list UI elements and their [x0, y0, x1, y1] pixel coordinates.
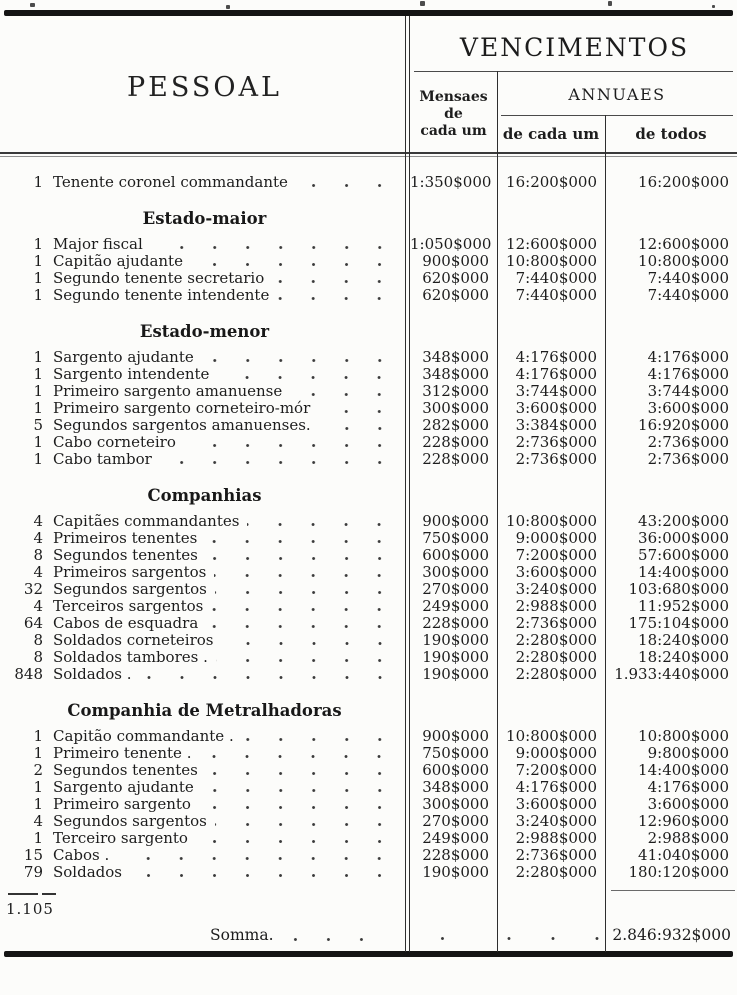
row-label-cell [46, 745, 410, 762]
dot-leader [211, 598, 396, 612]
row-label-cell [46, 864, 410, 881]
somma-grand-total: 2.846:932$000 [612, 926, 732, 944]
row-quantity: 15 [23, 846, 43, 864]
row-monthly-each: 620$000 [422, 269, 489, 287]
row-annual-all: 103:680$000 [628, 580, 729, 598]
table-row [0, 779, 737, 796]
row-label-cell [46, 513, 410, 530]
row-monthly-each: 900$000 [422, 727, 489, 745]
table-row [0, 530, 737, 547]
row-quantity: 4 [33, 812, 43, 830]
row-quantity: 4 [33, 512, 43, 530]
table-row [0, 451, 737, 468]
table-row [0, 615, 737, 632]
dot-leader [319, 417, 396, 431]
row-annual-each: 2:280$000 [515, 648, 597, 666]
row-monthly-each: 600$000 [422, 761, 489, 779]
table-row [0, 253, 737, 270]
mensaes-line-3: cada um [420, 123, 487, 139]
row-annual-all: 9:800$000 [647, 744, 729, 762]
row-monthly-each: 270$000 [422, 812, 489, 830]
row-quantity: 4 [33, 529, 43, 547]
ink-speck [30, 3, 35, 7]
row-monthly-each: 249$000 [422, 597, 489, 615]
dot-leader [184, 434, 396, 448]
row-label: Segundos tenentes [53, 761, 198, 779]
table-row [0, 632, 737, 649]
row-label-cell [46, 383, 410, 400]
row-label: Sargento intendente [53, 365, 210, 383]
row-monthly-each: 190$000 [422, 863, 489, 881]
row-monthly-each: 300$000 [422, 795, 489, 813]
row-monthly-each: 190$000 [422, 665, 489, 683]
row-label: Soldados corneteiros [53, 631, 214, 649]
row-annual-all: 3:600$000 [647, 399, 729, 417]
row-label: Primeiro sargento amanuense [53, 382, 283, 400]
row-label: Terceiros sargentos [53, 597, 204, 615]
vencimentos-column-title: VENCIMENTOS [459, 33, 690, 62]
row-annual-all: 175:104$000 [628, 614, 729, 632]
row-monthly-each: 1:050$000 [410, 235, 492, 253]
top-border-rule [4, 10, 733, 16]
row-monthly-each: 228$000 [422, 450, 489, 468]
dot-leader [117, 847, 396, 861]
table-row [0, 400, 737, 417]
dot-leader [272, 270, 396, 284]
table-row [0, 383, 737, 400]
row-annual-each: 2:280$000 [515, 631, 597, 649]
row-annual-each: 2:988$000 [515, 829, 597, 847]
row-label-cell [46, 417, 410, 434]
dot-leader [130, 864, 396, 878]
row-annual-all: 36:000$000 [638, 529, 729, 547]
table-row [0, 287, 737, 304]
dot-leader [199, 796, 396, 810]
row-label-cell [46, 615, 410, 632]
dot-leader [242, 728, 396, 742]
row-quantity: 1 [33, 269, 43, 287]
table-row [0, 174, 737, 191]
pessoal-column-title: PESSOAL [127, 72, 282, 103]
row-monthly-each: 228$000 [422, 614, 489, 632]
row-label: Soldados . [53, 665, 132, 683]
row-quantity: 1 [33, 252, 43, 270]
dot-leader [140, 666, 396, 680]
row-annual-each: 2:736$000 [515, 450, 597, 468]
count-total-rule [8, 893, 38, 895]
ink-speck [226, 5, 230, 9]
row-quantity: 1 [33, 399, 43, 417]
dot-leader [277, 287, 396, 301]
dot-leader [296, 174, 396, 188]
row-annual-each: 10:800$000 [506, 512, 597, 530]
table-row [0, 728, 737, 745]
table-row [0, 813, 737, 830]
dot-leader [202, 349, 396, 363]
table-row [0, 434, 737, 451]
vencimentos-underline [414, 71, 733, 72]
row-label-cell [46, 796, 410, 813]
section-header: Companhia de Metralhadoras [67, 701, 342, 720]
row-quantity: 1 [33, 450, 43, 468]
table-row [0, 762, 737, 779]
count-total-rule [42, 893, 56, 895]
row-label: Segundos sargentos amanuenses. [53, 416, 311, 434]
row-annual-each: 7:200$000 [515, 546, 597, 564]
row-label-cell [46, 270, 410, 287]
row-label: Soldados tambores . [53, 648, 208, 666]
dot-leader [290, 383, 396, 397]
table-row [0, 270, 737, 287]
row-annual-each: 9:000$000 [515, 529, 597, 547]
row-annual-all: 18:240$000 [638, 631, 729, 649]
ink-speck [608, 1, 612, 6]
dot-leader [247, 513, 396, 527]
table-row [0, 236, 737, 253]
row-annual-all: 14:400$000 [638, 563, 729, 581]
row-label: Cabos de esquadra [53, 614, 199, 632]
dot-leader [199, 745, 396, 759]
row-annual-each: 2:988$000 [515, 597, 597, 615]
row-label: Segundos sargentos [53, 812, 207, 830]
row-quantity: 1 [33, 286, 43, 304]
row-quantity: 8 [33, 648, 43, 666]
row-annual-each: 12:600$000 [506, 235, 597, 253]
row-annual-each: 2:280$000 [515, 863, 597, 881]
section-header: Companhias [147, 486, 262, 505]
row-annual-each: 7:200$000 [515, 761, 597, 779]
row-monthly-each: 300$000 [422, 399, 489, 417]
row-annual-all: 14:400$000 [638, 761, 729, 779]
row-label: Sargento ajudante [53, 778, 194, 796]
dot-leader [206, 615, 396, 629]
table-row [0, 513, 737, 530]
row-annual-each: 7:440$000 [515, 286, 597, 304]
annuaes-underline [501, 115, 733, 116]
ink-speck [712, 5, 715, 8]
row-quantity: 2 [33, 761, 43, 779]
table-row [0, 847, 737, 864]
row-monthly-each: 900$000 [422, 512, 489, 530]
row-annual-all: 12:960$000 [638, 812, 729, 830]
row-quantity: 4 [33, 597, 43, 615]
row-label: Segundos tenentes [53, 546, 198, 564]
row-annual-all: 4:176$000 [647, 348, 729, 366]
row-label-cell [46, 451, 410, 468]
row-annual-all: 43:200$000 [638, 512, 729, 530]
row-label-cell [46, 581, 410, 598]
dot-leader [217, 366, 396, 380]
row-label-cell [46, 366, 410, 383]
row-label: Cabos . [53, 846, 110, 864]
row-annual-each: 10:800$000 [506, 252, 597, 270]
row-annual-each: 16:200$000 [506, 173, 597, 191]
header-divider-rule-shadow [0, 156, 737, 157]
row-label-cell [46, 779, 410, 796]
row-label-cell [46, 530, 410, 547]
row-monthly-each: 249$000 [422, 829, 489, 847]
dot-leader [215, 581, 396, 595]
row-label-cell [46, 649, 410, 666]
row-annual-each: 2:736$000 [515, 433, 597, 451]
row-label-cell [46, 253, 410, 270]
row-label: Primeiro tenente . [53, 744, 192, 762]
row-annual-each: 4:176$000 [515, 778, 597, 796]
dot-leader [202, 779, 396, 793]
row-annual-each: 3:600$000 [515, 795, 597, 813]
mensaes-line-2: de [444, 106, 463, 122]
dot-leader [216, 649, 396, 663]
row-quantity: 1 [33, 382, 43, 400]
row-label-cell [46, 728, 410, 745]
row-label-cell [46, 632, 410, 649]
row-annual-all: 7:440$000 [647, 286, 729, 304]
section-header: Estado-maior [142, 209, 267, 228]
row-annual-each: 3:240$000 [515, 580, 597, 598]
row-annual-all: 180:120$000 [628, 863, 729, 881]
row-monthly-each: 348$000 [422, 365, 489, 383]
dot-leader [282, 926, 378, 942]
row-quantity: 1 [33, 365, 43, 383]
row-quantity: 64 [23, 614, 43, 632]
row-annual-all: 16:920$000 [638, 416, 729, 434]
dot-leader [318, 400, 396, 414]
annuaes-group-header: ANNUAES [568, 85, 666, 104]
row-annual-each: 3:600$000 [515, 563, 597, 581]
row-quantity: 8 [33, 631, 43, 649]
row-label: Tenente coronel commandante [53, 173, 288, 191]
row-label: Primeiro sargento [53, 795, 191, 813]
row-label-cell [46, 564, 410, 581]
row-monthly-each: 270$000 [422, 580, 489, 598]
somma-dots-annual-each [504, 926, 602, 941]
table-row [0, 417, 737, 434]
row-monthly-each: 190$000 [422, 631, 489, 649]
row-label: Capitão ajudante [53, 252, 183, 270]
dot-leader [196, 830, 396, 844]
somma-label-cell [0, 926, 391, 945]
row-label: Segundos sargentos [53, 580, 207, 598]
row-label-cell [46, 174, 410, 191]
row-quantity: 1 [33, 173, 43, 191]
row-label-cell [46, 400, 410, 417]
row-annual-all: 10:800$000 [638, 252, 729, 270]
somma-row [0, 926, 737, 945]
row-label-cell [46, 666, 410, 683]
row-annual-all: 18:240$000 [638, 648, 729, 666]
row-quantity: 4 [33, 563, 43, 581]
row-annual-all: 2:736$000 [647, 450, 729, 468]
row-annual-all: 57:600$000 [638, 546, 729, 564]
row-monthly-each: 300$000 [422, 563, 489, 581]
dot-leader [151, 236, 396, 250]
dot-leader [214, 564, 396, 578]
row-label: Capitão commandante . [53, 727, 234, 745]
table-row [0, 796, 737, 813]
mensaes-line-1: Mensaes [419, 89, 488, 105]
row-label-cell [46, 830, 410, 847]
row-annual-all: 11:952$000 [638, 597, 729, 615]
dot-leader [222, 632, 397, 646]
row-monthly-each: 228$000 [422, 433, 489, 451]
row-annual-each: 10:800$000 [506, 727, 597, 745]
table-row [0, 598, 737, 615]
row-label: Soldados [53, 863, 122, 881]
row-quantity: 1 [33, 744, 43, 762]
row-quantity: 1 [33, 433, 43, 451]
dot-leader [205, 530, 396, 544]
dot-leader [160, 451, 396, 465]
row-label-cell [46, 847, 410, 864]
row-annual-all: 10:800$000 [638, 727, 729, 745]
row-annual-each: 3:600$000 [515, 399, 597, 417]
row-label-cell [46, 434, 410, 451]
row-monthly-each: 620$000 [422, 286, 489, 304]
somma-dots-mensaes [403, 926, 482, 941]
table-row [0, 830, 737, 847]
row-annual-all: 41:040$000 [638, 846, 729, 864]
row-annual-all: 12:600$000 [638, 235, 729, 253]
bottom-border-rule [4, 951, 733, 957]
table-row [0, 864, 737, 881]
row-label: Primeiros sargentos [53, 563, 207, 581]
row-annual-all: 16:200$000 [638, 173, 729, 191]
row-annual-each: 2:280$000 [515, 665, 597, 683]
row-annual-each: 4:176$000 [515, 348, 597, 366]
personnel-total-count: 1.105 [6, 900, 54, 918]
row-annual-each: 2:736$000 [515, 846, 597, 864]
row-annual-all: 7:440$000 [647, 269, 729, 287]
row-label-cell [46, 236, 410, 253]
row-annual-each: 4:176$000 [515, 365, 597, 383]
row-label: Cabo tambor [53, 450, 152, 468]
table-row [0, 547, 737, 564]
row-label: Capitães commandantes [53, 512, 240, 530]
row-monthly-each: 348$000 [422, 778, 489, 796]
dot-leader [191, 253, 396, 267]
row-label-cell [46, 813, 410, 830]
row-label: Major fiscal [53, 235, 143, 253]
grand-total-rule [611, 890, 735, 891]
header-divider-rule [0, 152, 737, 154]
row-quantity: 1 [33, 829, 43, 847]
ink-speck [420, 1, 425, 6]
table-row [0, 745, 737, 762]
somma-label: Somma. [210, 926, 274, 944]
row-annual-each: 9:000$000 [515, 744, 597, 762]
row-label-cell [46, 598, 410, 615]
row-label-cell [46, 349, 410, 366]
row-quantity: 1 [33, 795, 43, 813]
row-quantity: 1 [33, 778, 43, 796]
row-label: Cabo corneteiro [53, 433, 176, 451]
row-label-cell [46, 547, 410, 564]
row-quantity: 1 [33, 235, 43, 253]
annual-each-column-header: de cada um [502, 125, 600, 143]
table-row [0, 581, 737, 598]
row-monthly-each: 1:350$000 [410, 173, 492, 191]
row-quantity: 32 [23, 580, 43, 598]
row-label: Sargento ajudante [53, 348, 194, 366]
row-label: Terceiro sargento [53, 829, 188, 847]
row-label: Segundo tenente secretario [53, 269, 265, 287]
dot-leader [206, 762, 396, 776]
row-label: Segundo tenente intendente [53, 286, 270, 304]
dot-leader [206, 547, 396, 561]
table-row [0, 349, 737, 366]
row-monthly-each: 312$000 [422, 382, 489, 400]
row-annual-each: 3:744$000 [515, 382, 597, 400]
row-annual-all: 3:600$000 [647, 795, 729, 813]
row-annual-each: 3:384$000 [515, 416, 597, 434]
row-monthly-each: 900$000 [422, 252, 489, 270]
row-label: Primeiro sargento corneteiro-mór [53, 399, 311, 417]
mensaes-column-header [410, 89, 497, 140]
row-annual-all: 4:176$000 [647, 778, 729, 796]
table-row [0, 564, 737, 581]
row-quantity: 79 [23, 863, 43, 881]
row-annual-all: 2:988$000 [647, 829, 729, 847]
row-annual-each: 7:440$000 [515, 269, 597, 287]
row-monthly-each: 228$000 [422, 846, 489, 864]
row-quantity: 5 [33, 416, 43, 434]
row-monthly-each: 600$000 [422, 546, 489, 564]
row-label-cell [46, 287, 410, 304]
table-row [0, 649, 737, 666]
dot-leader [215, 813, 396, 827]
row-monthly-each: 750$000 [422, 744, 489, 762]
row-annual-all: 2:736$000 [647, 433, 729, 451]
row-annual-each: 3:240$000 [515, 812, 597, 830]
table-row [0, 666, 737, 683]
row-annual-each: 2:736$000 [515, 614, 597, 632]
table-row [0, 366, 737, 383]
row-annual-all: 4:176$000 [647, 365, 729, 383]
row-quantity: 1 [33, 348, 43, 366]
row-monthly-each: 750$000 [422, 529, 489, 547]
row-quantity: 8 [33, 546, 43, 564]
row-label: Primeiros tenentes [53, 529, 198, 547]
section-header: Estado-menor [139, 322, 270, 341]
row-annual-all: 3:744$000 [647, 382, 729, 400]
row-quantity: 848 [14, 665, 43, 683]
row-quantity: 1 [33, 727, 43, 745]
table-body [0, 162, 737, 881]
row-monthly-each: 282$000 [422, 416, 489, 434]
row-monthly-each: 348$000 [422, 348, 489, 366]
row-label-cell [46, 762, 410, 779]
row-monthly-each: 190$000 [422, 648, 489, 666]
row-annual-all: 1.933:440$000 [614, 665, 729, 683]
annual-all-column-header: de todos [635, 125, 707, 143]
